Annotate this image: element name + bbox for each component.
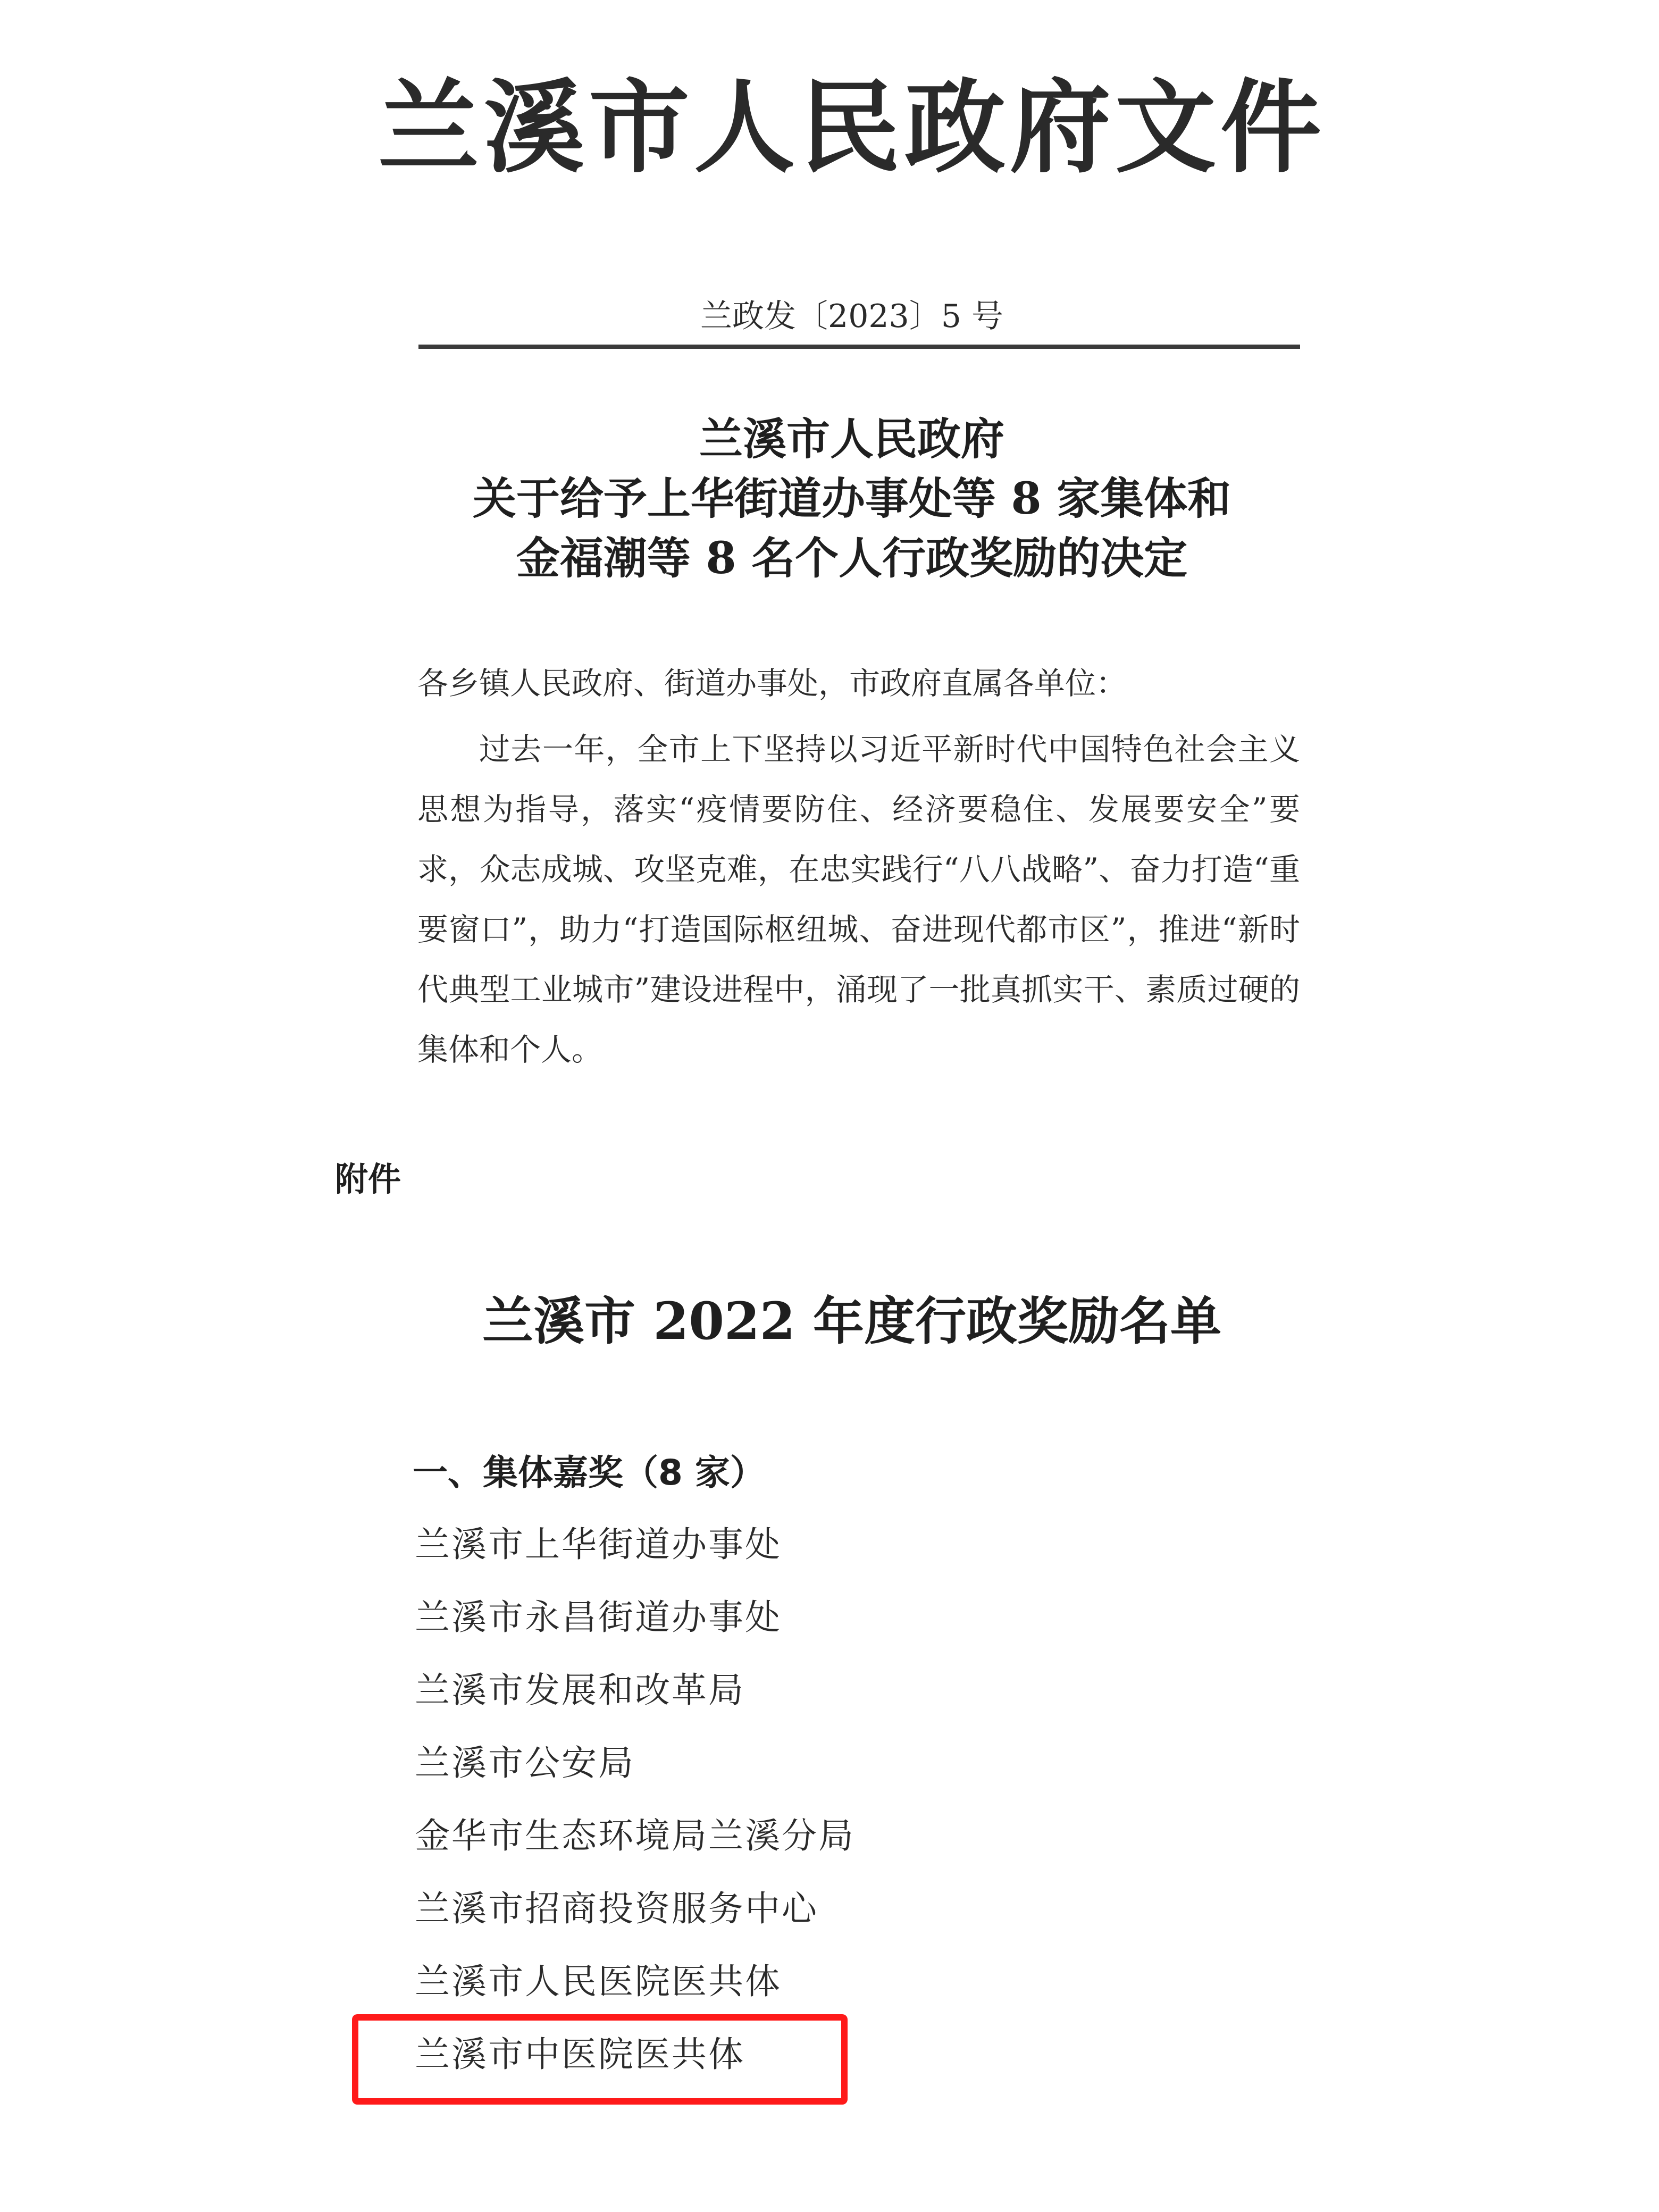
list-item: 兰溪市上华街道办事处 bbox=[415, 1524, 782, 1565]
list-item: 兰溪市人民医院医共体 bbox=[415, 1961, 782, 2002]
list-item-highlighted: 兰溪市中医院医共体 bbox=[415, 2034, 745, 2075]
header-divider bbox=[418, 345, 1300, 349]
document-number: 兰政发〔2023〕5 号 bbox=[700, 298, 1003, 335]
title-line: 兰溪市人民政府 bbox=[699, 414, 1004, 465]
list-item: 兰溪市发展和改革局 bbox=[415, 1670, 745, 1711]
section-heading: 一、集体嘉奖（8 家） bbox=[413, 1452, 765, 1493]
list-item: 兰溪市公安局 bbox=[415, 1742, 635, 1783]
list-item: 兰溪市永昌街道办事处 bbox=[415, 1597, 782, 1638]
list-item: 兰溪市招商投资服务中心 bbox=[415, 1888, 818, 1929]
document-title bbox=[0, 409, 1659, 588]
body-paragraph: 过去一年，全市上下坚持以习近平新时代中国特色社会主义思想为指导，落实“疫情要防住、经济要稳住、发展要安全”要求，众志成城、攻坚克难，在忠实践行“八八战略”、奋力打造“重要窗口”，助力“打造国际枢纽城、奋进现代都市区”，推进“新时代典型工业城市”建设进程中，涌现了一批真抓实干、素质过硬的集体和个人。 bbox=[417, 731, 1300, 1068]
attachment-title: 兰溪市 2022 年度行政奖励名单 bbox=[482, 1291, 1222, 1351]
salutation: 各乡镇人民政府、街道办事处，市政府直属各单位： bbox=[417, 665, 1127, 701]
attachment-label: 附件 bbox=[335, 1160, 401, 1199]
title-line: 金福潮等 8 名个人行政奖励的决定 bbox=[516, 533, 1188, 584]
highlight-box bbox=[352, 2014, 848, 2105]
document-header: 兰溪市人民政府文件 bbox=[378, 68, 1326, 187]
title-line: 关于给予上华街道办事处等 8 家集体和 bbox=[472, 473, 1231, 524]
list-item: 金华市生态环境局兰溪分局 bbox=[415, 1815, 855, 1856]
